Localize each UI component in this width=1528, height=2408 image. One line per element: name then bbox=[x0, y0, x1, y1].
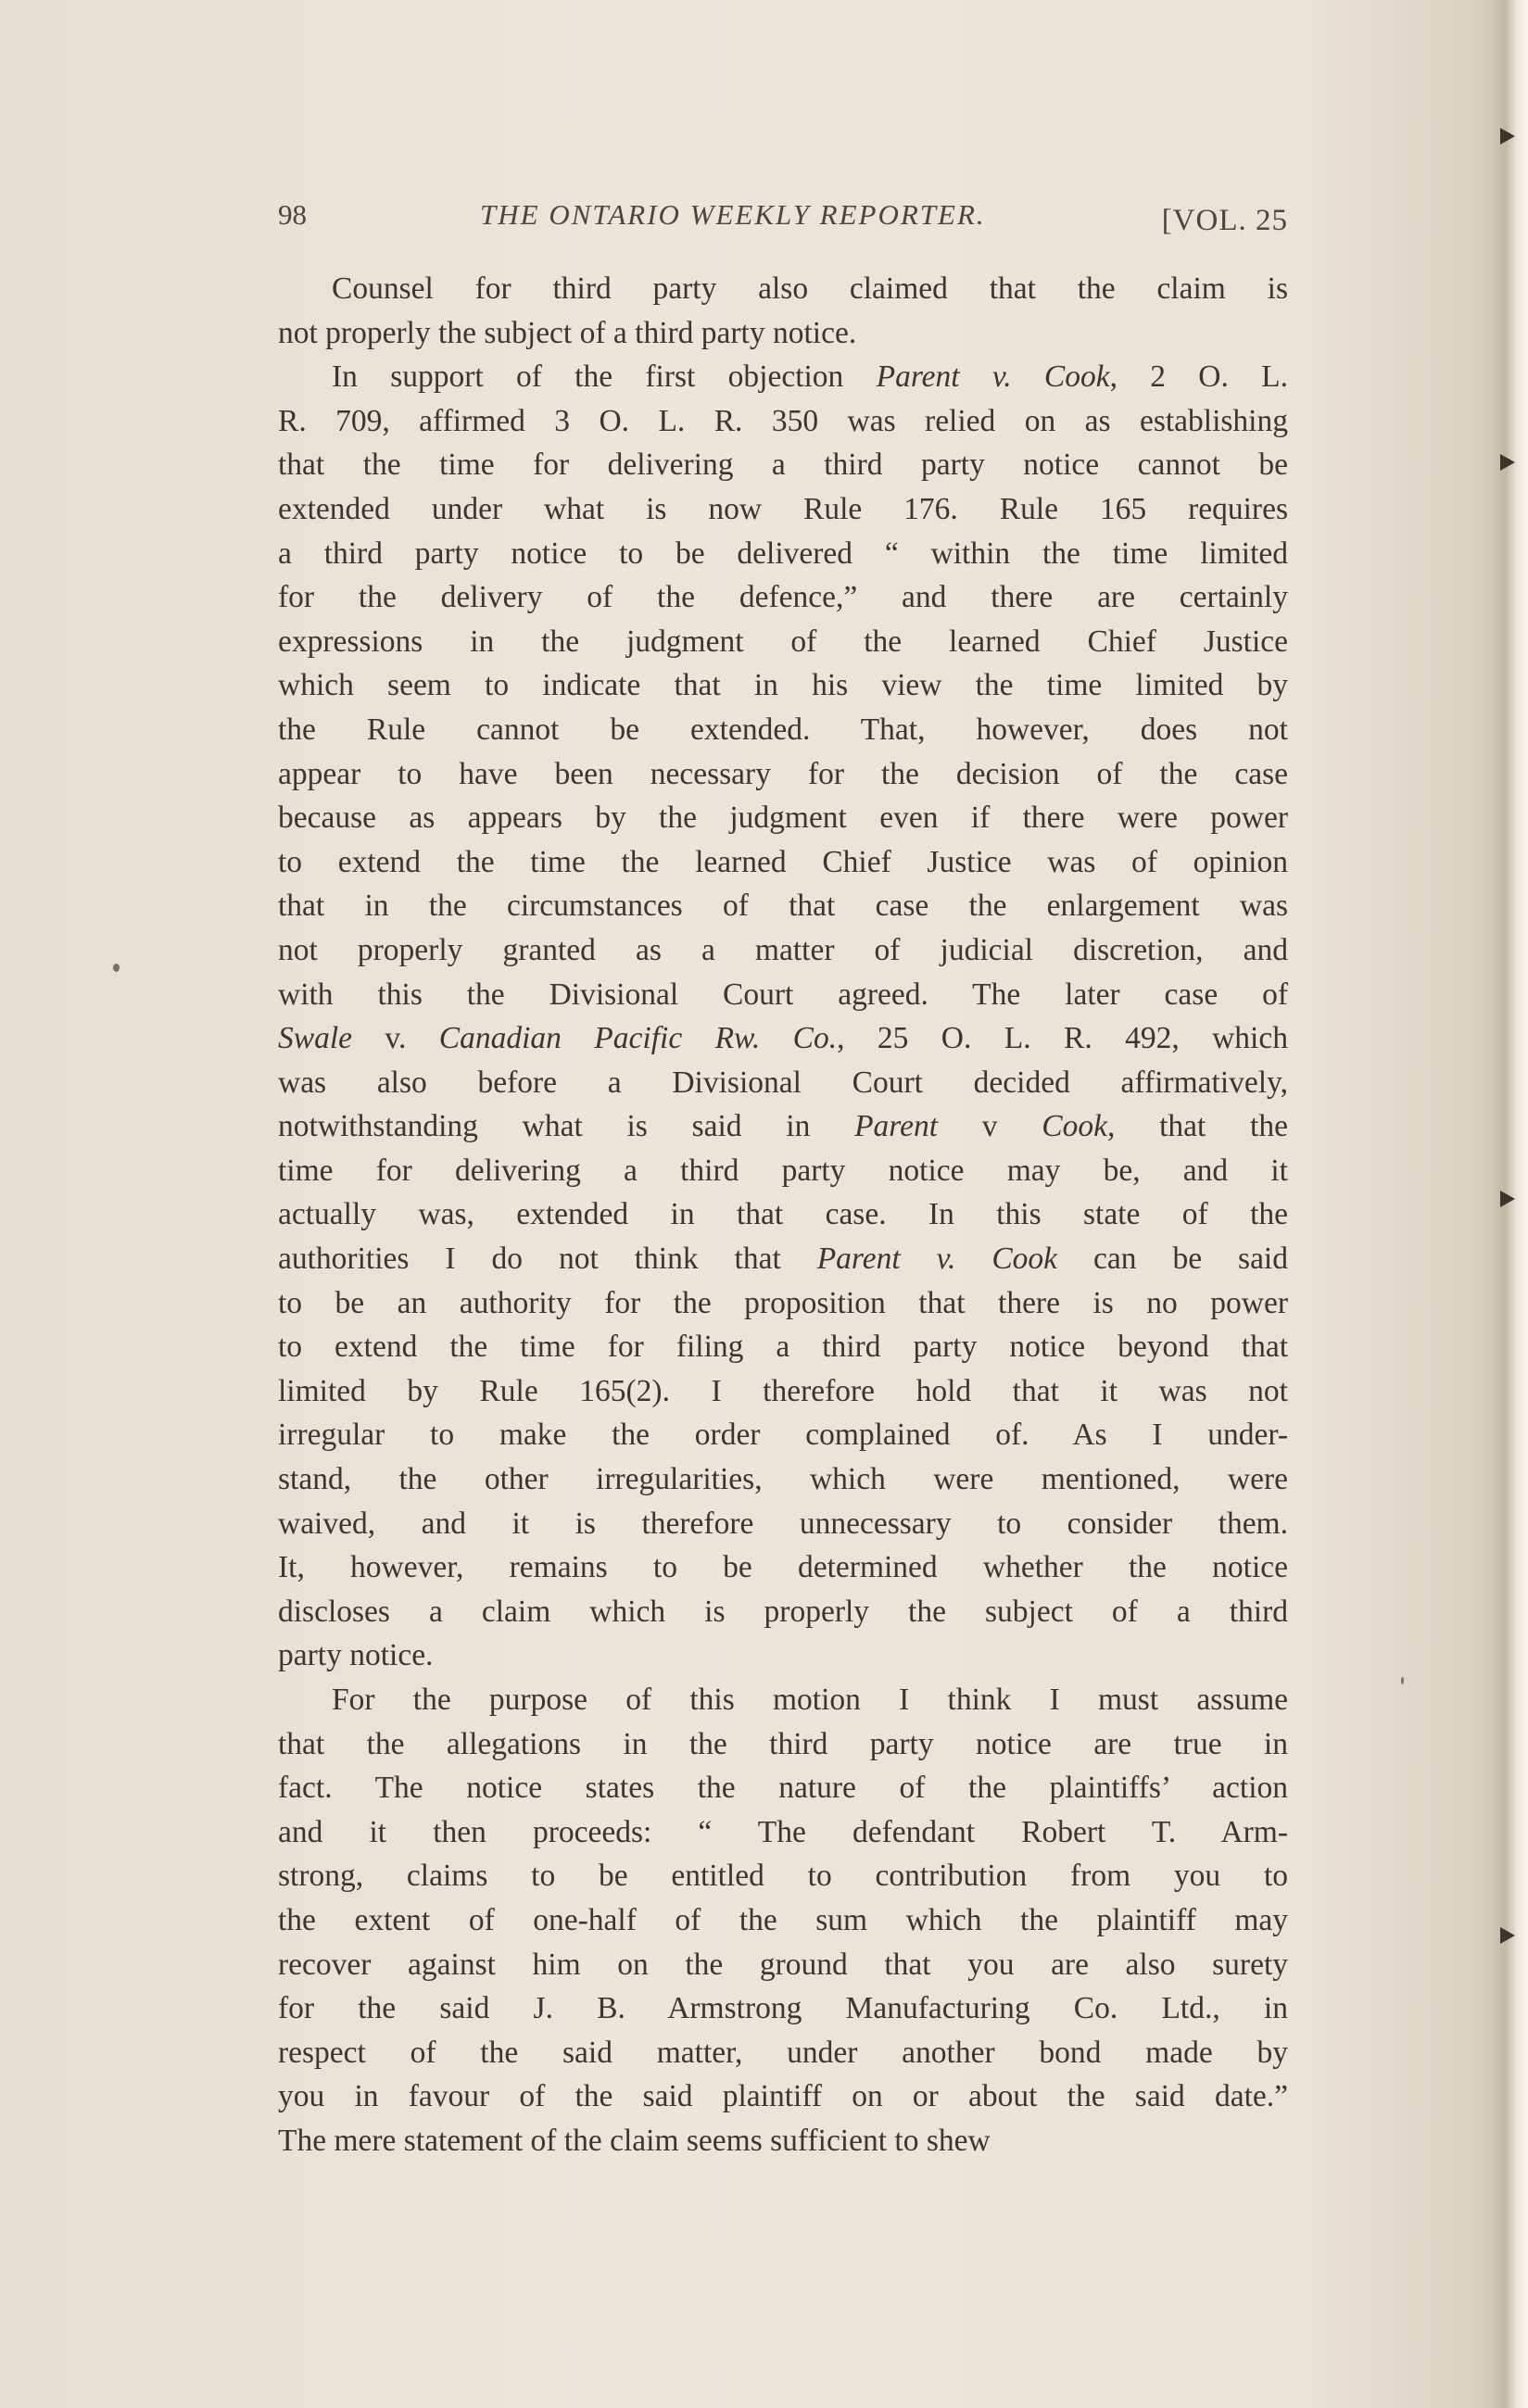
text-line: Counsel for third party also claimed that the claim is bbox=[332, 271, 1288, 306]
text-line: fact. The notice states the nature of the plaintiffs’ action bbox=[278, 1771, 1288, 1806]
text-line: notwithstanding what is said in Parent v Cook, that the bbox=[278, 1109, 1288, 1144]
text-line: to extend the time the learned Chief Justice was of opinion bbox=[278, 844, 1288, 879]
text-line: stand, the other irregularities, which were mentioned, were bbox=[278, 1462, 1288, 1497]
edge-mark bbox=[1500, 1927, 1515, 1944]
body-text bbox=[278, 267, 1288, 2163]
text-line: limited by Rule 165(2). I therefore hold that it was not bbox=[278, 1373, 1288, 1408]
text-line: which seem to indicate that in his view the time limited by bbox=[278, 668, 1288, 703]
text-line: actually was, extended in that case. In this state of the bbox=[278, 1197, 1288, 1232]
text-line: that the allegations in the third party notice are true in bbox=[278, 1726, 1288, 1761]
text-line: In support of the first objection Parent v. Cook, 2 O. L. bbox=[332, 359, 1288, 395]
text-line: was also before a Divisional Court decided affirmatively, bbox=[278, 1065, 1288, 1100]
text-line: For the purpose of this motion I think I must assume bbox=[332, 1683, 1288, 1717]
text-line: time for delivering a third party notice may be, and it bbox=[278, 1153, 1288, 1188]
text-line: party notice. bbox=[278, 1638, 434, 1673]
text-line: with this the Divisional Court agreed. The later case of bbox=[278, 977, 1288, 1012]
text-line: because as appears by the judgment even if there were power bbox=[278, 801, 1288, 836]
edge-mark bbox=[1500, 128, 1515, 145]
text-line: not properly granted as a matter of judicial discretion, and bbox=[278, 932, 1288, 967]
text-line: R. 709, affirmed 3 O. L. R. 350 was relied on as establishing bbox=[278, 403, 1288, 438]
text-line: to be an authority for the proposition that there is no power bbox=[278, 1285, 1288, 1320]
text-line: extended under what is now Rule 176. Rule 165 requires bbox=[278, 491, 1288, 526]
text-line: you in favour of the said plaintiff on or about the said date.” bbox=[278, 2079, 1288, 2114]
page-number: 98 bbox=[278, 198, 307, 231]
text-line: expressions in the judgment of the learned Chief Justice bbox=[278, 624, 1288, 659]
text-line: the extent of one-half of the sum which the plaintiff may bbox=[278, 1902, 1288, 1937]
text-line: Swale v. Canadian Pacific Rw. Co., 25 O. L. R. 492, which bbox=[278, 1021, 1288, 1056]
paragraph bbox=[278, 267, 1288, 355]
text-line: It, however, remains to be determined whether the notice bbox=[278, 1550, 1288, 1585]
running-header bbox=[278, 198, 1288, 245]
paragraph bbox=[278, 1678, 1288, 2163]
text-line: irregular to make the order complained of. As I under- bbox=[278, 1418, 1288, 1453]
running-title: THE ONTARIO WEEKLY REPORTER. bbox=[480, 198, 986, 231]
text-line: for the delivery of the defence,” and there are certainly bbox=[278, 580, 1288, 615]
text-line: that the time for delivering a third party notice cannot be bbox=[278, 448, 1288, 483]
text-line: appear to have been necessary for the decision of the case bbox=[278, 756, 1288, 791]
paper-speck bbox=[1401, 1677, 1404, 1684]
paper-speck bbox=[113, 964, 120, 972]
text-line: waived, and it is therefore unnecessary to consider them. bbox=[278, 1506, 1288, 1541]
text-line: respect of the said matter, under another bond made by bbox=[278, 2035, 1288, 2070]
edge-mark bbox=[1500, 1191, 1515, 1207]
text-line: strong, claims to be entitled to contribution from you to bbox=[278, 1859, 1288, 1894]
text-line: recover against him on the ground that you are also surety bbox=[278, 1947, 1288, 1982]
text-line: discloses a claim which is properly the subject of a third bbox=[278, 1594, 1288, 1629]
text-line: the Rule cannot be extended. That, however, does not bbox=[278, 712, 1288, 747]
volume-label: [VOL. 25 bbox=[1161, 204, 1288, 237]
text-line: and it then proceeds: “ The defendant Robert T. Arm- bbox=[278, 1814, 1288, 1849]
text-line: for the said J. B. Armstrong Manufacturing Co. Ltd., in bbox=[278, 1991, 1288, 2026]
edge-mark bbox=[1500, 454, 1515, 471]
text-line: not properly the subject of a third party notice. bbox=[278, 315, 857, 350]
page-edge bbox=[1487, 0, 1528, 2408]
text-line: The mere statement of the claim seems sufficient to shew bbox=[278, 2123, 991, 2158]
text-line: that in the circumstances of that case the enlargement was bbox=[278, 889, 1288, 924]
text-line: authorities I do not think that Parent v. Cook can be said bbox=[278, 1242, 1288, 1277]
paragraph bbox=[278, 355, 1288, 1678]
text-line: a third party notice to be delivered “ within the time limited bbox=[278, 536, 1288, 571]
text-line: to extend the time for filing a third party notice beyond that bbox=[278, 1330, 1288, 1365]
